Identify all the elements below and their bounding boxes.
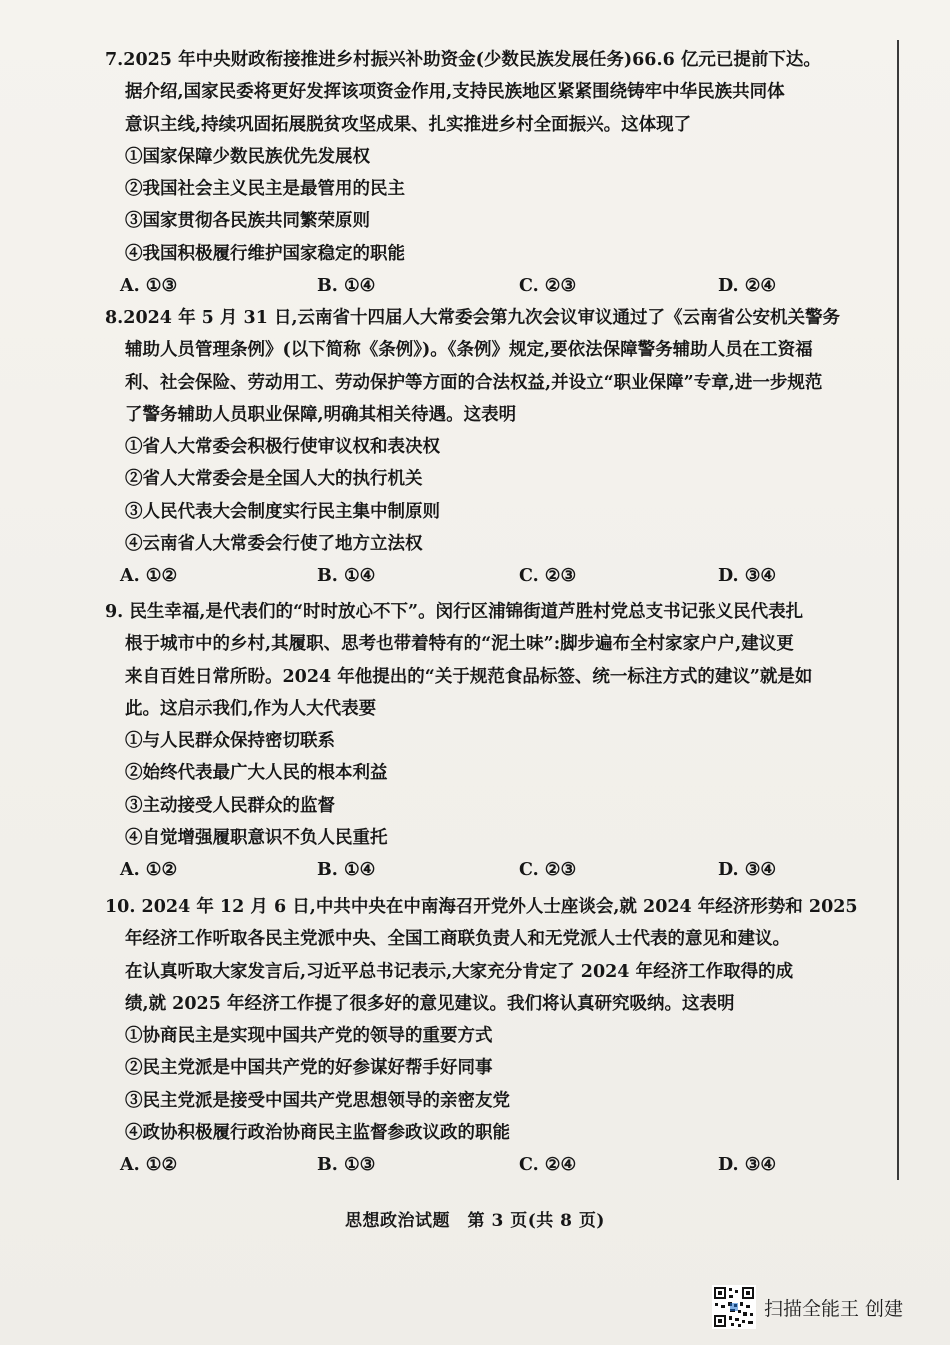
- answer-option-a[interactable]: A. ①②: [120, 860, 178, 881]
- answer-choices: [105, 854, 875, 886]
- answer-option-c[interactable]: C. ②③: [519, 276, 577, 297]
- question-stem-line: 此。这启示我们,作为人大代表要: [125, 698, 377, 719]
- question-9: [105, 596, 875, 887]
- statement-4: ④云南省人大常委会行使了地方立法权: [125, 534, 423, 555]
- statement-1: ①省人大常委会积极行使审议权和表决权: [125, 437, 440, 458]
- question-stem-line: 7.2025 年中央财政衔接推进乡村振兴补助资金(少数民族发展任务)66.6 亿元已提前下达。: [105, 50, 821, 70]
- answer-option-c[interactable]: C. ②③: [519, 860, 577, 881]
- answer-option-c[interactable]: C. ②③: [519, 566, 577, 587]
- statement-3: ③民主党派是接受中国共产党思想领导的亲密友党: [125, 1090, 510, 1111]
- question-stem-line: 在认真听取大家发言后,习近平总书记表示,大家充分肯定了 2024 年经济工作取得的成: [125, 961, 794, 982]
- answer-option-d[interactable]: D. ③④: [718, 566, 777, 587]
- answer-option-c[interactable]: C. ②④: [519, 1155, 577, 1176]
- answer-choices: [105, 1149, 875, 1181]
- statement-3: ③主动接受人民群众的监督: [125, 795, 335, 816]
- statement-2: ②我国社会主义民主是最管用的民主: [125, 179, 405, 200]
- answer-option-a[interactable]: A. ①②: [120, 1155, 178, 1176]
- question-7: [105, 44, 875, 302]
- question-8: [105, 302, 875, 593]
- page-footer: 思想政治试题 第 3 页(共 8 页): [345, 1211, 605, 1231]
- question-stem-line: 辅助人员管理条例》(以下简称《条例》)。《条例》规定,要依法保障警务辅助人员在工资福: [125, 340, 813, 361]
- statement-4: ④自觉增强履职意识不负人民重托: [125, 828, 388, 849]
- question-stem-line: 利、社会保险、劳动用工、劳动保护等方面的合法权益,并设立“职业保障”专章,进一步规范: [125, 372, 823, 393]
- answer-option-b[interactable]: B. ①④: [317, 276, 376, 297]
- scanner-watermark: [712, 1285, 903, 1329]
- answer-option-d[interactable]: D. ③④: [718, 1155, 777, 1176]
- answer-option-a[interactable]: A. ①②: [120, 566, 178, 587]
- statement-1: ①协商民主是实现中国共产党的领导的重要方式: [125, 1026, 493, 1047]
- question-stem-line: 绩,就 2025 年经济工作提了很多好的意见建议。我们将认真研究吸纳。这表明: [125, 993, 735, 1014]
- answer-option-b[interactable]: B. ①③: [317, 1155, 376, 1176]
- question-stem-line: 据介绍,国家民委将更好发挥该项资金作用,支持民族地区紧紧围绕铸牢中华民族共同体: [125, 82, 785, 103]
- answer-option-b[interactable]: B. ①④: [317, 860, 376, 881]
- statement-3: ③国家贯彻各民族共同繁荣原则: [125, 211, 370, 232]
- question-stem-line: 根于城市中的乡村,其履职、思考也带着特有的“泥土味”:脚步遍布全村家家户户,建议更: [125, 634, 794, 655]
- question-stem-line: 年经济工作听取各民主党派中央、全国工商联负责人和无党派人士代表的意见和建议。: [125, 929, 790, 950]
- statement-1: ①与人民群众保持密切联系: [125, 731, 335, 752]
- answer-option-b[interactable]: B. ①④: [317, 566, 376, 587]
- scanner-label: 扫描全能王 创建: [764, 1297, 904, 1320]
- answer-option-d[interactable]: D. ③④: [718, 860, 777, 881]
- answer-choices: [105, 270, 875, 302]
- question-stem-line: 9. 民生幸福,是代表们的“时时放心不下”。闵行区浦锦街道芦胜村党总支书记张义民代表扎: [105, 602, 804, 622]
- question-stem-line: 意识主线,持续巩固拓展脱贫攻坚成果、扎实推进乡村全面振兴。这体现了: [125, 114, 692, 135]
- statement-1: ①国家保障少数民族优先发展权: [125, 146, 370, 167]
- qr-code-icon: [712, 1285, 756, 1329]
- answer-option-d[interactable]: D. ②④: [718, 276, 777, 297]
- answer-choices: [105, 560, 875, 592]
- statement-2: ②始终代表最广大人民的根本利益: [125, 763, 388, 784]
- answer-option-a[interactable]: A. ①③: [120, 276, 178, 297]
- statement-4: ④政协积极履行政治协商民主监督参政议政的职能: [125, 1123, 510, 1144]
- question-stem-line: 8.2024 年 5 月 31 日,云南省十四届人大常委会第九次会议审议通过了《云南省公安机关警务: [105, 308, 841, 328]
- question-10: [105, 891, 875, 1182]
- question-stem-line: 来自百姓日常所盼。2024 年他提出的“关于规范食品标签、统一标注方式的建议”就是如: [125, 666, 813, 687]
- statement-3: ③人民代表大会制度实行民主集中制原则: [125, 501, 440, 522]
- question-stem-line: 了警务辅助人员职业保障,明确其相关待遇。这表明: [125, 404, 517, 425]
- question-stem-line: 10. 2024 年 12 月 6 日,中共中央在中南海召开党外人士座谈会,就 2024 年经济形势和 2025: [105, 897, 858, 917]
- margin-rule: [897, 40, 899, 1180]
- statement-4: ④我国积极履行维护国家稳定的职能: [125, 243, 405, 264]
- statement-2: ②民主党派是中国共产党的好参谋好帮手好同事: [125, 1058, 493, 1079]
- statement-2: ②省人大常委会是全国人大的执行机关: [125, 469, 423, 490]
